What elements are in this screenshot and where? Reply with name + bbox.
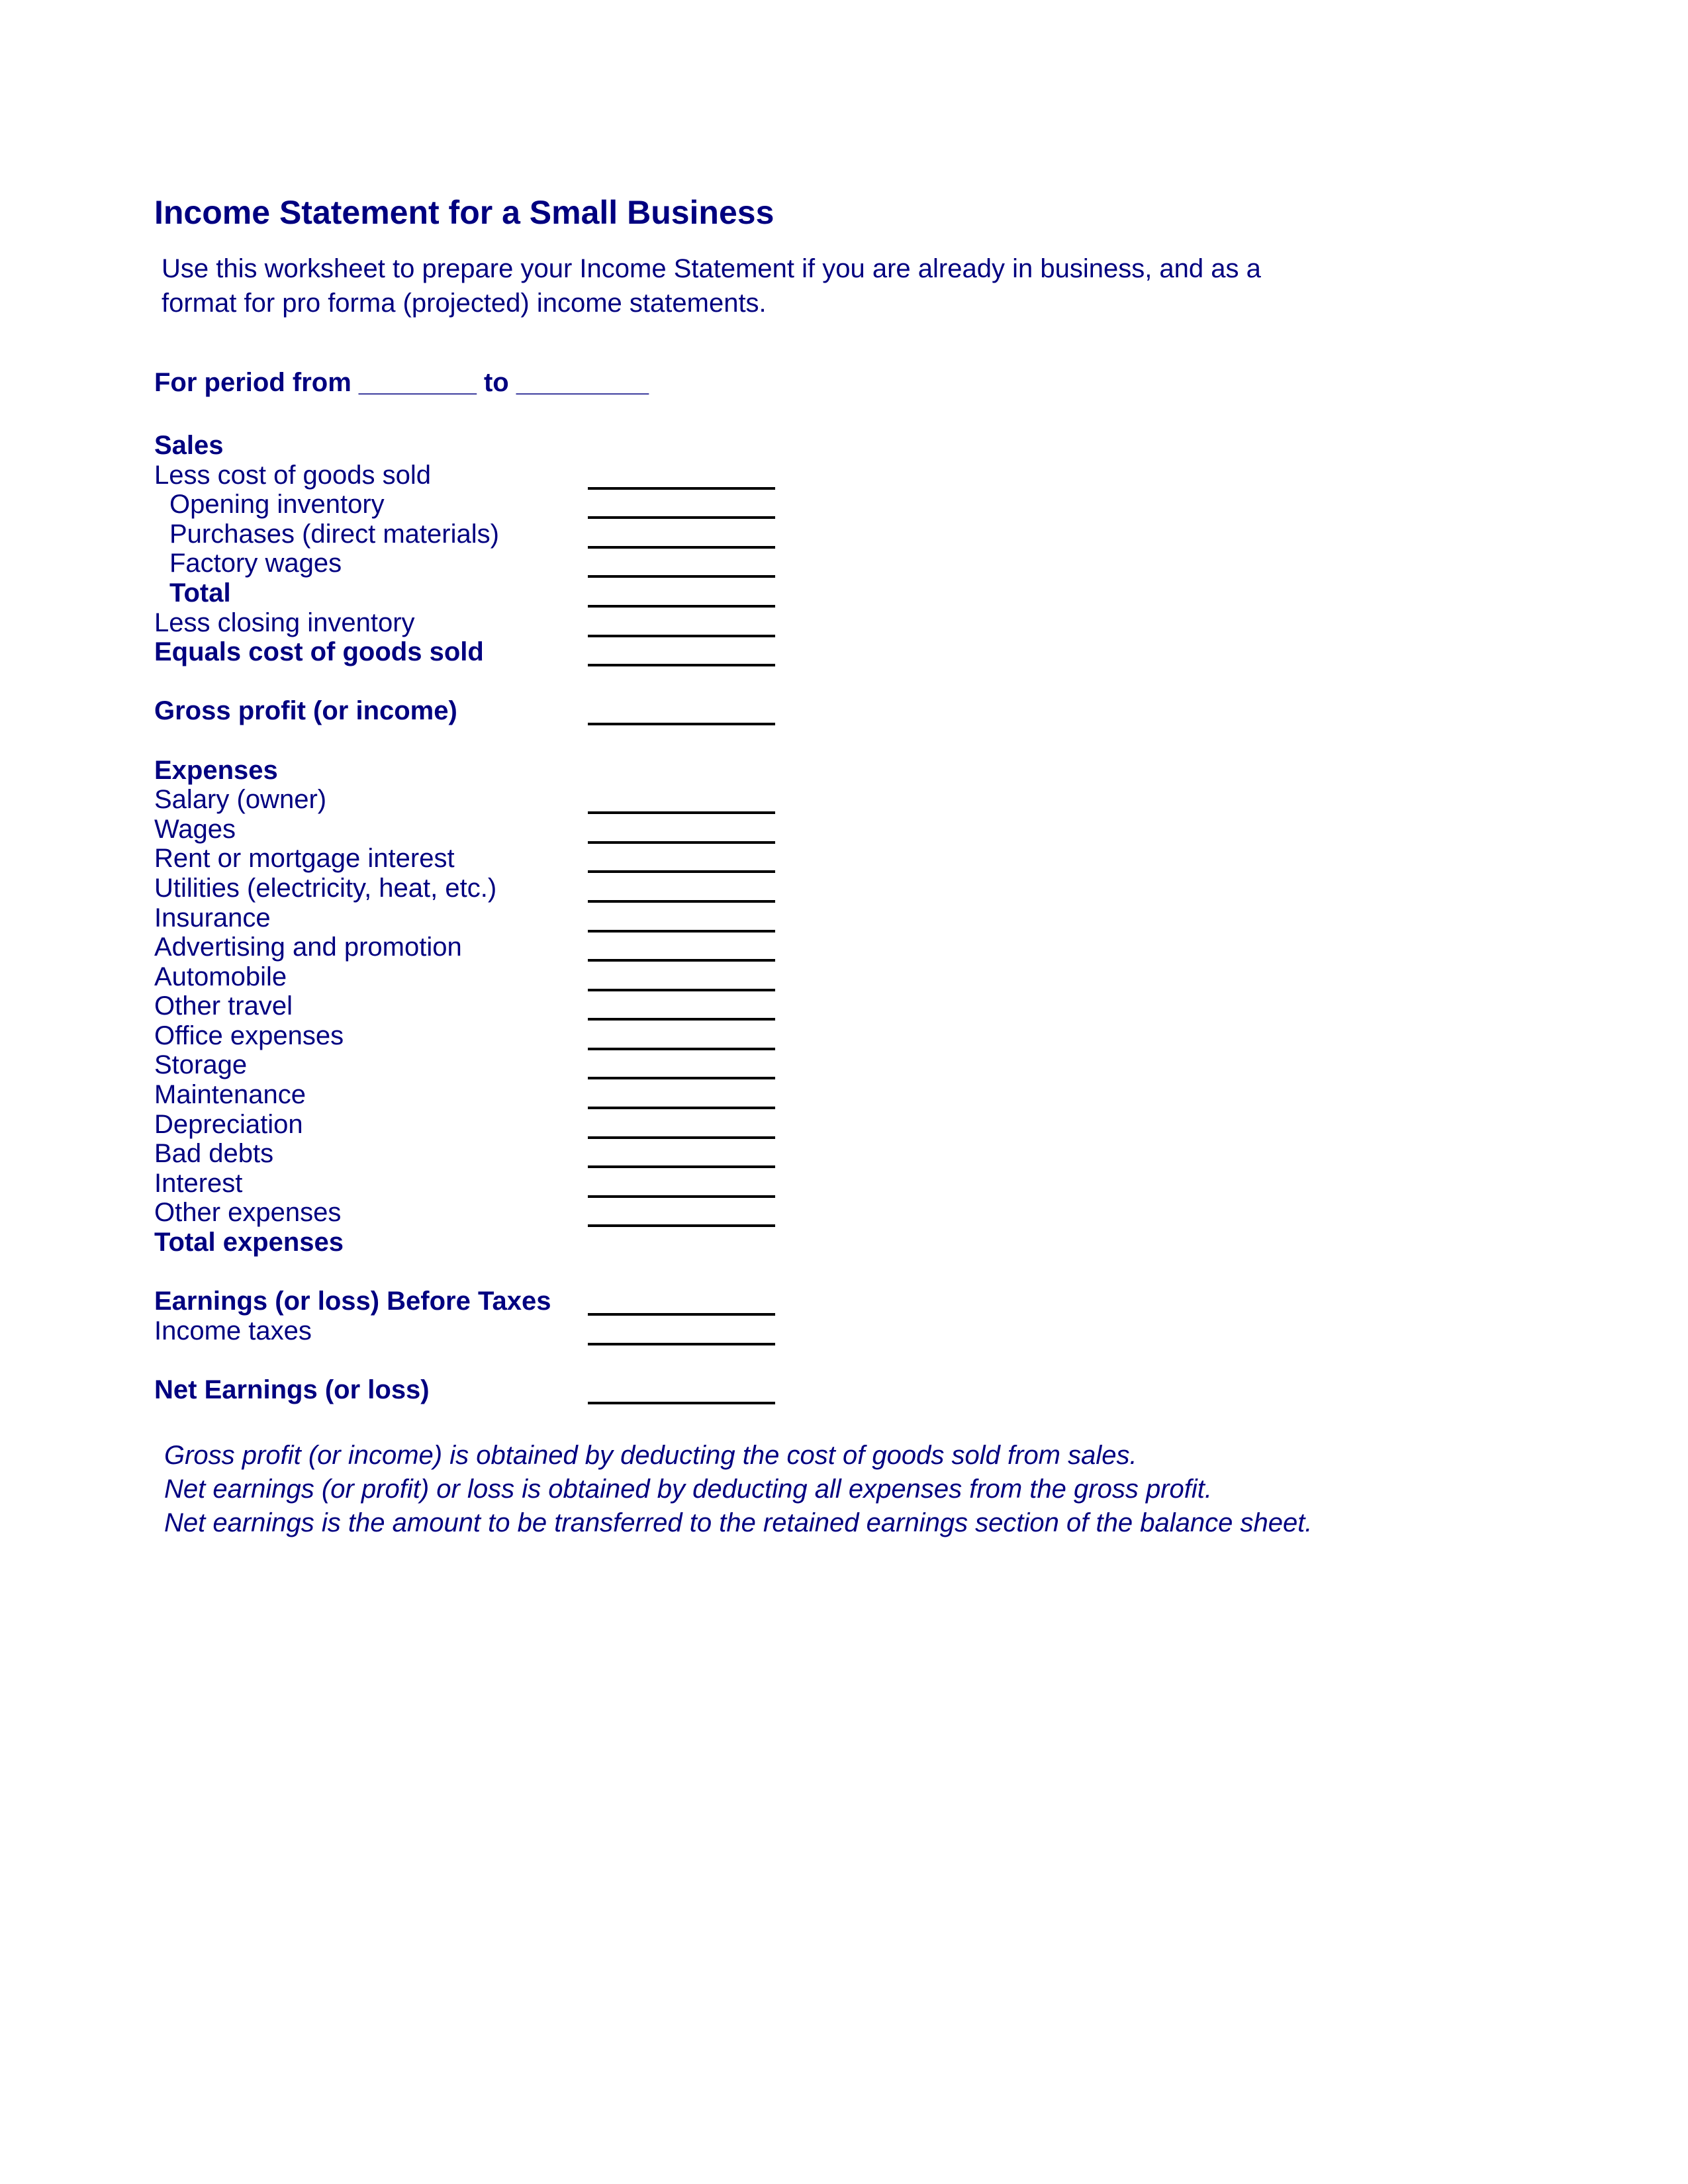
amount-blank-field[interactable] [588,1402,775,1404]
amount-blank-field[interactable] [588,723,775,725]
row-label: Opening inventory [169,490,385,520]
statement-row [154,608,816,638]
amount-blank-field[interactable] [588,1195,775,1198]
statement-row [154,549,816,578]
amount-blank-field[interactable] [588,900,775,903]
statement-row [154,874,816,903]
statement-row [154,1198,816,1228]
amount-blank-field[interactable] [588,1343,775,1345]
note: Gross profit (or income) is obtained by deducting the cost of goods sold from sales. [164,1441,1137,1470]
row-label: Salary (owner) [154,785,327,815]
statement-row [154,1316,816,1346]
row-label: Income taxes [154,1316,312,1345]
statement-row [154,903,816,933]
row-label: Interest [154,1168,243,1198]
row-label: Storage [154,1050,248,1080]
statement-row [154,431,816,461]
amount-blank-field[interactable] [588,1018,775,1021]
row-label: Other travel [154,991,293,1021]
intro-line: Use this worksheet to prepare your Income Statement if you are already in business, and as a [162,254,1261,283]
statement-row [154,1021,816,1051]
amount-blank-field[interactable] [588,664,775,666]
statement-row [154,1139,816,1169]
amount-blank-field[interactable] [588,1224,775,1227]
statement-row [154,1375,816,1405]
row-label: Wages [154,814,236,844]
amount-blank-field[interactable] [588,989,775,991]
statement-row [154,696,816,726]
row-spacer [154,1257,816,1287]
statement-row [154,962,816,992]
row-spacer [154,726,816,756]
note: Net earnings is the amount to be transferred to the retained earnings section of the balance sheet. [164,1508,1313,1537]
row-label: Gross profit (or income) [154,696,457,726]
amount-blank-field[interactable] [588,605,775,608]
income-statement-rows [154,431,816,1405]
statement-row [154,1110,816,1140]
row-spacer [154,667,816,697]
intro-text [162,251,1552,320]
amount-blank-field[interactable] [588,1165,775,1168]
amount-blank-field[interactable] [588,487,775,490]
statement-row [154,520,816,549]
row-label: Rent or mortgage interest [154,844,455,874]
amount-blank-field[interactable] [588,1136,775,1139]
row-label: Other expenses [154,1198,342,1228]
row-label: Insurance [154,903,271,933]
amount-blank-field[interactable] [588,1048,775,1050]
row-label: Less closing inventory [154,608,415,637]
amount-blank-field[interactable] [588,930,775,933]
amount-blank-field[interactable] [588,516,775,519]
statement-row [154,461,816,490]
statement-row [154,785,816,815]
row-label: Utilities (electricity, heat, etc.) [154,873,497,903]
row-label: Depreciation [154,1109,303,1139]
statement-row [154,991,816,1021]
statement-row [154,933,816,962]
notes [164,1439,1312,1540]
statement-row [154,844,816,874]
statement-row [154,637,816,667]
intro-line: format for pro forma (projected) income statements. [162,289,767,318]
row-label: Office expenses [154,1021,344,1050]
amount-blank-field[interactable] [588,1107,775,1109]
row-label: Less cost of goods sold [154,460,432,490]
period-line: For period from ________ to _________ [154,368,649,397]
amount-blank-field[interactable] [588,1077,775,1079]
row-label: Automobile [154,962,287,991]
row-label: Total [169,578,231,608]
amount-blank-field[interactable] [588,959,775,962]
row-label: Purchases (direct materials) [169,519,499,549]
statement-row [154,1169,816,1199]
amount-blank-field[interactable] [588,811,775,814]
page-title: Income Statement for a Small Business [154,194,774,231]
statement-row [154,1287,816,1316]
row-label: Total expenses [154,1228,344,1257]
amount-blank-field[interactable] [588,1313,775,1316]
amount-blank-field[interactable] [588,575,775,578]
row-label: Sales [154,431,224,460]
statement-row [154,578,816,608]
statement-row [154,815,816,844]
note: Net earnings (or profit) or loss is obtained by deducting all expenses from the gross profit. [164,1475,1213,1504]
row-label: Bad debts [154,1139,274,1169]
statement-row [154,1080,816,1110]
row-label: Net Earnings (or loss) [154,1375,430,1404]
statement-row [154,1050,816,1080]
amount-blank-field[interactable] [588,635,775,637]
row-label: Equals cost of goods sold [154,637,484,667]
row-label: Factory wages [169,549,342,578]
statement-row [154,1228,816,1257]
row-label: Earnings (or loss) Before Taxes [154,1287,551,1316]
amount-blank-field[interactable] [588,870,775,873]
row-label: Advertising and promotion [154,933,462,962]
statement-row [154,490,816,520]
statement-row [154,756,816,786]
row-label: Maintenance [154,1080,306,1110]
row-label: Expenses [154,755,278,785]
amount-blank-field[interactable] [588,841,775,844]
row-spacer [154,1345,816,1375]
amount-blank-field[interactable] [588,546,775,549]
